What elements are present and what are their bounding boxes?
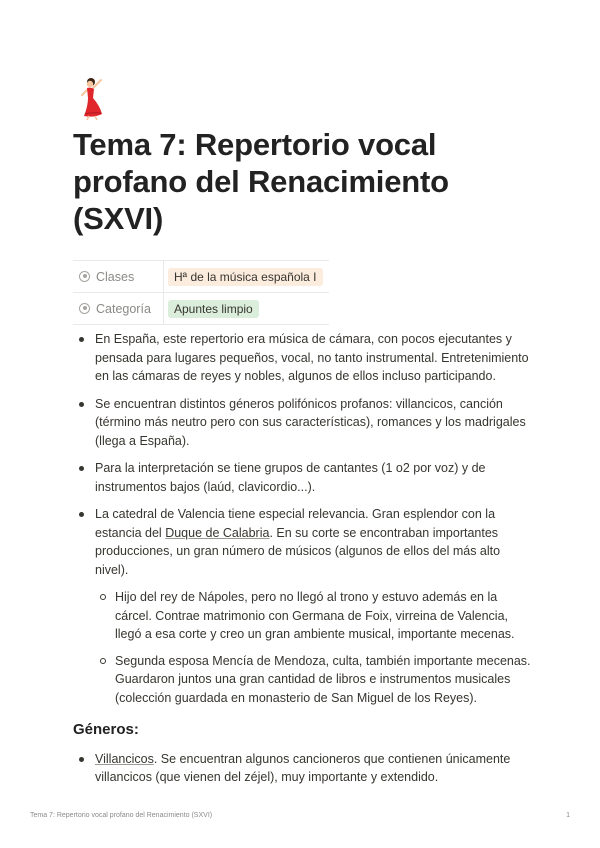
- bullet-list: [73, 330, 533, 707]
- page-content: [73, 330, 533, 796]
- list-item: [73, 750, 533, 787]
- tag-clases[interactable]: Hª de la música española I: [168, 268, 323, 286]
- section-heading-generos: Géneros:: [73, 721, 139, 738]
- sub-list-item: Segunda esposa Mencía de Mendoza, culta, también importante mecenas. Guardaron juntos una gran cantidad de libros e instrumentos musicales (colección guardada en monasterio de San Miguel de los Reyes).: [95, 652, 533, 708]
- list-item-text: . En su corte se encontraban importantes producciones, un gran número de músicos (algunos de ellos del más alto nivel).: [95, 525, 501, 577]
- property-key: [73, 261, 164, 293]
- list-item-text: La catedral de Valencia tiene especial relevancia. Gran esplendor con la estancia del: [95, 507, 496, 540]
- list-item: En España, este repertorio era música de cámara, con pocos ejecutantes y pensada para lugares pequeños, vocal, no tanto instrumental. Entretenimiento en las cámaras de reyes y nobles, algunos de ellos incluso participando.: [73, 330, 533, 386]
- footer-title: Tema 7: Repertorio vocal profano del Renacimiento (SXVI): [30, 812, 213, 819]
- villancicos-link[interactable]: Villancicos: [95, 751, 154, 766]
- sub-list-item: Hijo del rey de Nápoles, pero no llegó al trono y estuvo además en la cárcel. Contrae matrimonio con Germana de Foix, virreina de Valencia, llegó a esa corte y creo un gran ambiente musical, importante mecenas.: [95, 588, 533, 644]
- properties-table: [73, 260, 329, 325]
- property-row-clases: [73, 261, 329, 293]
- dancer-emoji-icon: [76, 76, 108, 120]
- list-item-text: . Se encuentran algunos cancioneros que contienen únicamente villancicos (que vienen del zéjel), muy importante y extendido.: [95, 751, 511, 784]
- list-item: [73, 505, 533, 707]
- tag-categoria[interactable]: Apuntes limpio: [168, 300, 259, 318]
- property-value[interactable]: [164, 261, 330, 293]
- property-row-categoria: [73, 293, 329, 325]
- list-item: Para la interpretación se tiene grupos de cantantes (1 o2 por voz) y de instrumentos bajos (laúd, clavicordio...).: [73, 459, 533, 496]
- sub-bullet-list: [95, 588, 533, 707]
- property-key-label: Categoría: [96, 301, 151, 316]
- page-footer: [30, 812, 570, 819]
- list-item: Se encuentran distintos géneros polifónicos profanos: villancicos, canción (término más neutro pero con sus características), romances y los madrigales (llega a España).: [73, 395, 533, 451]
- select-property-icon: [79, 303, 90, 314]
- select-property-icon: [79, 271, 90, 282]
- page-title: Tema 7: Repertorio vocal profano del Renacimiento (SXVI): [73, 127, 449, 236]
- property-key-label: Clases: [96, 269, 135, 284]
- property-value[interactable]: [164, 293, 330, 325]
- property-key: [73, 293, 164, 325]
- duque-de-calabria-link[interactable]: Duque de Calabria: [165, 525, 270, 540]
- generos-list: [73, 750, 533, 787]
- page-number: 1: [566, 812, 570, 819]
